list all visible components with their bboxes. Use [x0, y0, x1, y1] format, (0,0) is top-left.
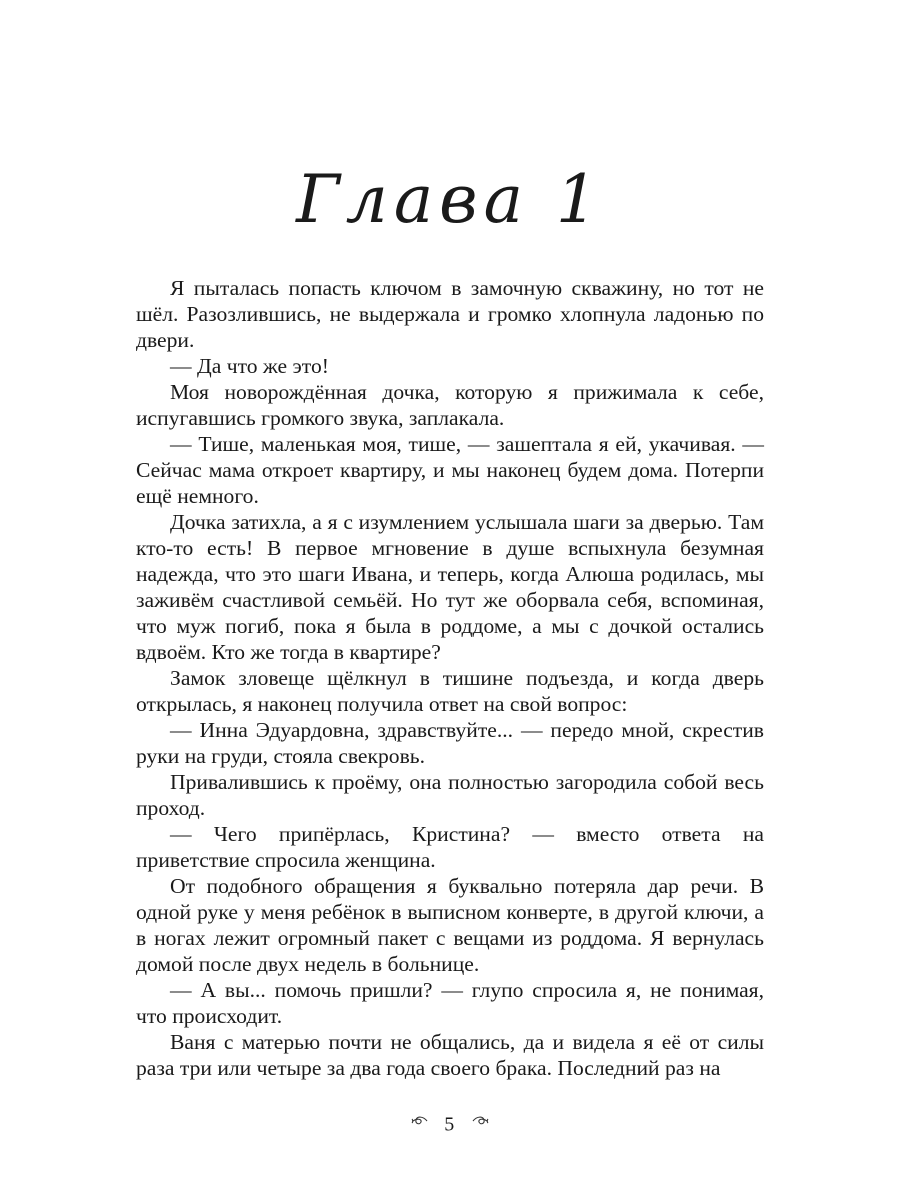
paragraph: Ваня с матерью почти не общались, да и видела я её от силы раза три или четыре за два года своего брака. Последний раз на [136, 1030, 764, 1080]
flourish-left-icon [411, 1115, 429, 1127]
paragraph: Привалившись к проёму, она полностью загородила собой весь проход. [136, 770, 764, 820]
paragraph: — Тише, маленькая моя, тише, — зашептала я ей, укачивая. — Сейчас мама откроет квартиру, и мы наконец будем дома. Потерпи ещё немного. [136, 432, 764, 508]
paragraph: Замок зловеще щёлкнул в тишине подъезда, и когда дверь открылась, я наконец получила ответ на свой вопрос: [136, 666, 764, 716]
paragraph: Я пыталась попасть ключом в замочную скважину, но тот не шёл. Разозлившись, не выдержала и громко хлопнула ладонью по двери. [136, 276, 764, 352]
ornament-right-icon [471, 1116, 489, 1131]
ornament-left-icon [411, 1116, 433, 1131]
paragraph: Дочка затихла, а я с изумлением услышала шаги за дверью. Там кто-то есть! В первое мгновение в душе вспыхнула безумная надежда, что это шаги Ивана, и теперь, когда Алюша родилась, мы заживём счастливой семьёй. Но тут же оборвала себя, вспоминая, что муж погиб, пока я была в роддоме, а мы с дочкой остались вдвоём. Кто же тогда в квартире? [136, 510, 764, 664]
paragraph: — А вы... помочь пришли? — глупо спросила я, не понимая, что происходит. [136, 978, 764, 1028]
paragraph: — Да что же это! [170, 354, 329, 378]
page-footer [0, 1110, 900, 1137]
paragraph: Моя новорождённая дочка, которую я прижимала к себе, испугавшись громкого звука, заплакала. [136, 380, 764, 430]
paragraph: — Инна Эдуардовна, здравствуйте... — передо мной, скрестив руки на груди, стояла свекровь. [136, 718, 764, 768]
paragraph: — Чего припёрлась, Кристина? — вместо ответа на приветствие спросила женщина. [136, 822, 764, 872]
chapter-title: Глава 1 [296, 161, 604, 238]
text-body [136, 275, 764, 1081]
page-number: 5 [444, 1113, 455, 1136]
flourish-right-icon [471, 1115, 489, 1127]
paragraph: От подобного обращения я буквально потеряла дар речи. В одной руке у меня ребёнок в выписном конверте, в другой ключи, а в ногах лежит огромный пакет с вещами из роддома. Я вернулась домой после двух недель в больнице. [136, 874, 764, 976]
